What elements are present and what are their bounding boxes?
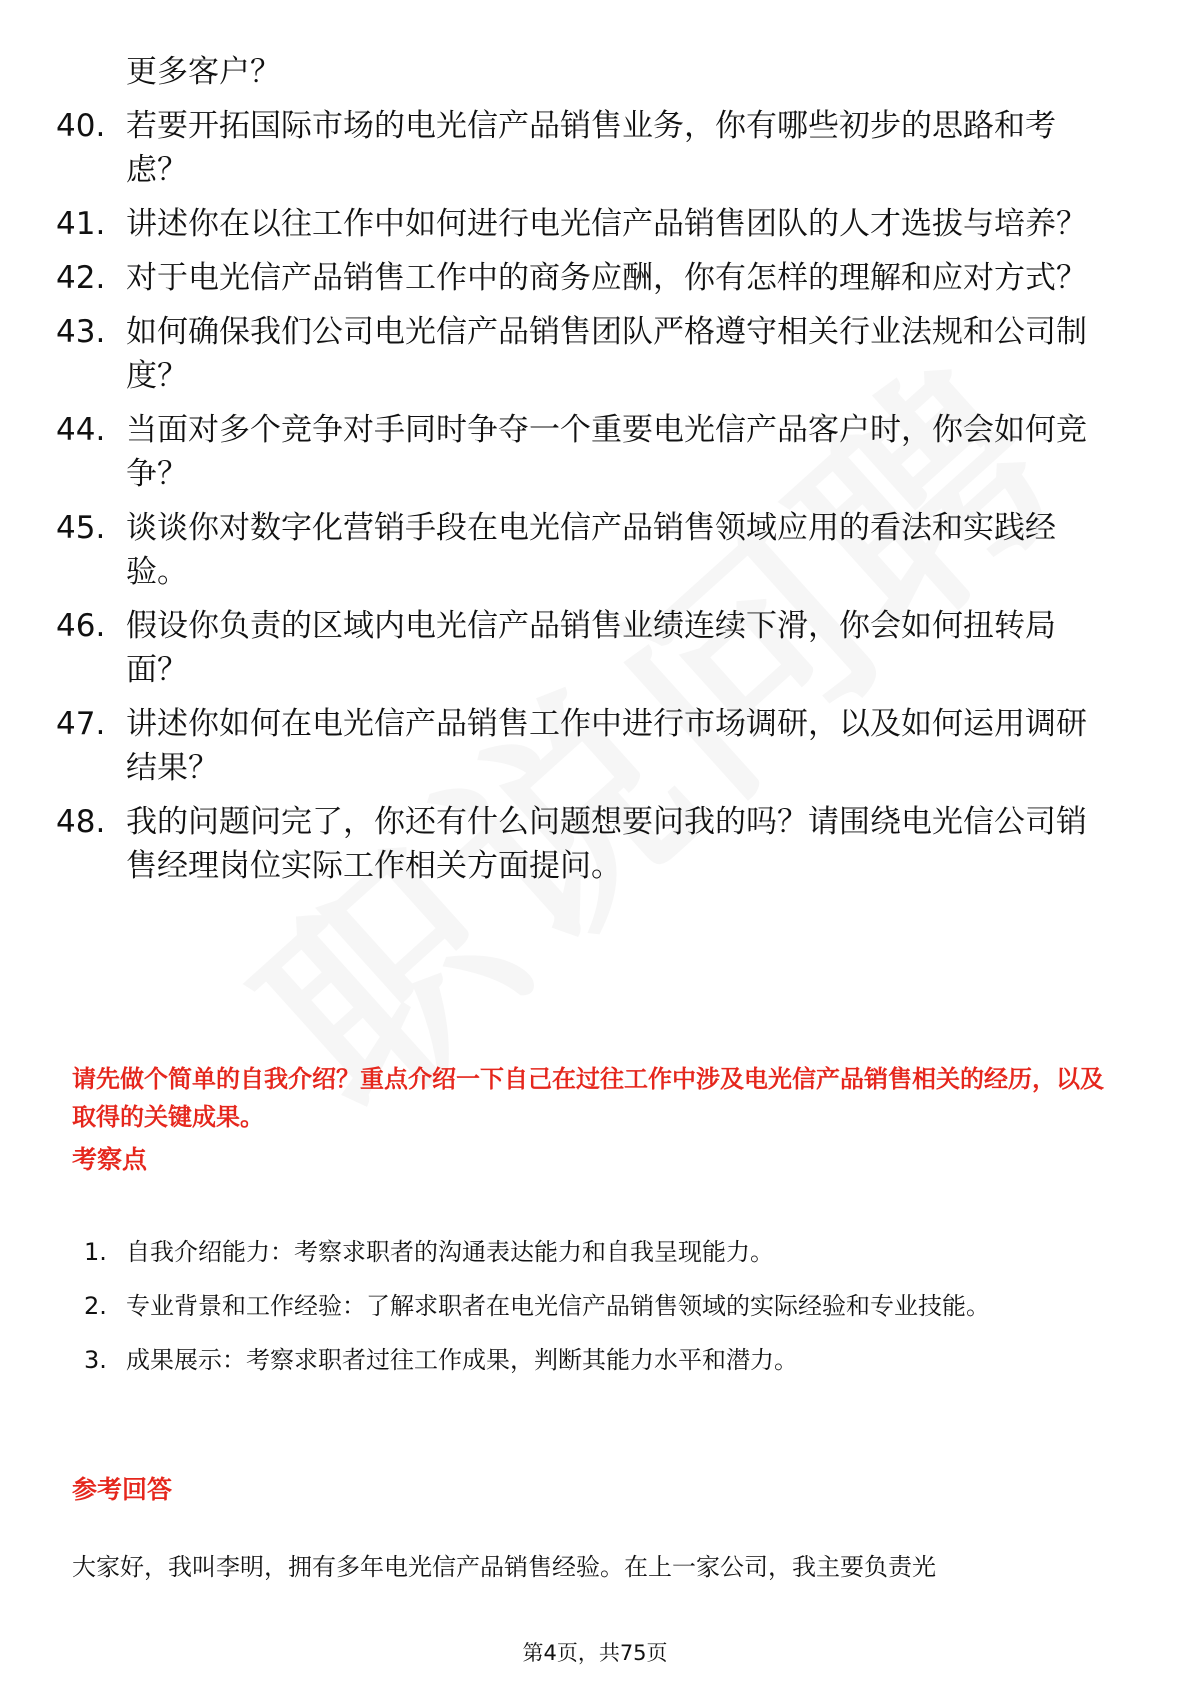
assessment-text: 专业背景和工作经验：了解求职者在电光信产品销售领域的实际经验和专业技能。 xyxy=(126,1292,990,1320)
question-list xyxy=(56,50,1116,898)
question-number: 47. xyxy=(56,706,106,742)
assessment-number: 2. xyxy=(84,1292,107,1320)
highlight-question: 请先做个简单的自我介绍？重点介绍一下自己在过往工作中涉及电光信产品销售相关的经历，以及取得的关键成果。 xyxy=(72,1065,1104,1131)
question-number: 46. xyxy=(56,608,106,644)
question-number: 40. xyxy=(56,108,106,144)
assessment-list xyxy=(84,1225,1124,1387)
reference-answer: 大家好，我叫李明，拥有多年电光信产品销售经验。在上一家公司，我主要负责光 xyxy=(72,1553,936,1581)
question-number: 44. xyxy=(56,412,106,448)
question-text: 谈谈你对数字化营销手段在电光信产品销售领域应用的看法和实践经验。 xyxy=(126,510,1056,590)
question-item xyxy=(56,310,1116,398)
question-item xyxy=(56,702,1116,790)
question-number: 43. xyxy=(56,314,106,350)
question-text: 假设你负责的区域内电光信产品销售业绩连续下滑，你会如何扭转局面？ xyxy=(126,608,1056,688)
assessment-text: 成果展示：考察求职者过往工作成果，判断其能力水平和潜力。 xyxy=(126,1346,798,1374)
question-item xyxy=(56,408,1116,496)
question-text: 当面对多个竞争对手同时争夺一个重要电光信产品客户时，你会如何竞争？ xyxy=(126,412,1087,492)
question-item xyxy=(56,256,1116,300)
question-item xyxy=(56,800,1116,888)
question-continuation: 更多客户？ xyxy=(126,54,281,90)
assessment-number: 1. xyxy=(84,1238,107,1266)
question-item xyxy=(56,604,1116,692)
assessment-number: 3. xyxy=(84,1346,107,1374)
question-text: 讲述你如何在电光信产品销售工作中进行市场调研，以及如何运用调研结果？ xyxy=(126,706,1087,786)
question-number: 48. xyxy=(56,804,106,840)
question-number: 45. xyxy=(56,510,106,546)
assessment-item xyxy=(84,1333,1124,1387)
question-text: 如何确保我们公司电光信产品销售团队严格遵守相关行业法规和公司制度？ xyxy=(126,314,1087,394)
question-item xyxy=(56,506,1116,594)
assessment-text: 自我介绍能力：考察求职者的沟通表达能力和自我呈现能力。 xyxy=(126,1238,774,1266)
question-number: 41. xyxy=(56,206,106,242)
page-footer: 第4页，共75页 xyxy=(522,1641,668,1665)
question-item xyxy=(56,104,1116,192)
assessment-item xyxy=(84,1225,1124,1279)
assessment-heading: 考察点 xyxy=(72,1145,148,1174)
question-text: 对于电光信产品销售工作中的商务应酬，你有怎样的理解和应对方式？ xyxy=(126,260,1087,296)
assessment-item xyxy=(84,1279,1124,1333)
question-item xyxy=(56,202,1116,246)
question-number: 42. xyxy=(56,260,106,296)
question-text: 我的问题问完了，你还有什么问题想要问我的吗？请围绕电光信公司销售经理岗位实际工作相关方面提问。 xyxy=(126,804,1087,884)
reference-heading: 参考回答 xyxy=(72,1475,173,1504)
question-text: 讲述你在以往工作中如何进行电光信产品销售团队的人才选拔与培养？ xyxy=(126,206,1087,242)
question-text: 若要开拓国际市场的电光信产品销售业务，你有哪些初步的思路和考虑？ xyxy=(126,108,1056,188)
